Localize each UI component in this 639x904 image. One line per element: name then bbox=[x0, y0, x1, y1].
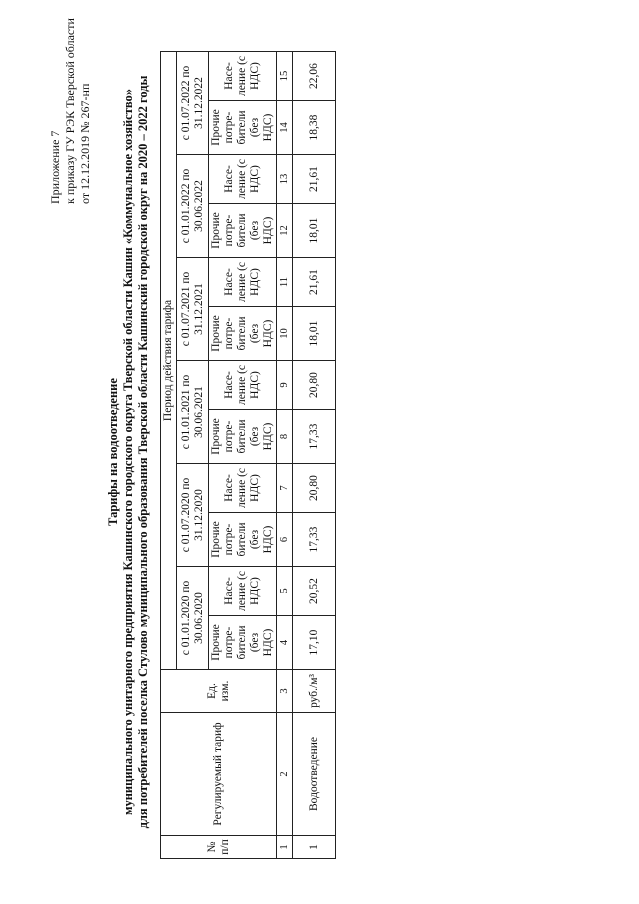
tariff-table bbox=[160, 51, 336, 859]
row-tariff-name: Водоотведение bbox=[293, 713, 336, 836]
column-number: 13 bbox=[277, 155, 293, 204]
header-period-range: с 01.01.2021 по 30.06.2021 bbox=[177, 361, 209, 464]
header-unit: Ед. изм. bbox=[161, 670, 277, 713]
table-row bbox=[293, 52, 336, 859]
header-other-consumers: Прочие потре-бители (без НДС) bbox=[209, 616, 277, 670]
column-number: 3 bbox=[277, 670, 293, 713]
tariff-value: 17,33 bbox=[293, 513, 336, 567]
header-tariff-name: Регулируемый тариф bbox=[161, 713, 277, 836]
row-no: 1 bbox=[293, 836, 336, 859]
tariff-value: 18,38 bbox=[293, 101, 336, 155]
header-population: Насе-ление (с НДС) bbox=[209, 52, 277, 101]
column-number: 5 bbox=[277, 567, 293, 616]
tariff-value: 20,52 bbox=[293, 567, 336, 616]
column-number: 11 bbox=[277, 258, 293, 307]
title-line: для потребителей поселка Стулово муниципального образования Тверской области Кашинский городской округ на 2020 – 2022 годы bbox=[136, 75, 150, 829]
appendix-line: к приказу ГУ РЭК Тверской области bbox=[63, 18, 77, 204]
tariff-value: 18,01 bbox=[293, 204, 336, 258]
header-no: № п/п bbox=[161, 836, 277, 859]
header-period-range: с 01.07.2021 по 31.12.2021 bbox=[177, 258, 209, 361]
header-period-range: с 01.01.2020 по 30.06.2020 bbox=[177, 567, 209, 670]
appendix-note bbox=[48, 4, 93, 204]
title-line: муниципального унитарного предприятия Кашинского городского округа Тверской области Кашин «Коммунальное хозяйство» bbox=[121, 88, 135, 816]
tariff-value: 20,80 bbox=[293, 464, 336, 513]
document-title bbox=[106, 40, 151, 864]
header-population: Насе-ление (с НДС) bbox=[209, 155, 277, 204]
tariff-value: 18,01 bbox=[293, 307, 336, 361]
header-other-consumers: Прочие потре-бители (без НДС) bbox=[209, 307, 277, 361]
row-unit: руб./м³ bbox=[293, 670, 336, 713]
appendix-line: Приложение 7 bbox=[48, 130, 62, 204]
header-period-range: с 01.07.2020 по 31.12.2020 bbox=[177, 464, 209, 567]
header-population: Насе-ление (с НДС) bbox=[209, 567, 277, 616]
tariff-value: 20,80 bbox=[293, 361, 336, 410]
header-other-consumers: Прочие потре-бители (без НДС) bbox=[209, 513, 277, 567]
column-number: 12 bbox=[277, 204, 293, 258]
tariff-value: 22,06 bbox=[293, 52, 336, 101]
header-period: Период действия тарифа bbox=[161, 52, 177, 670]
header-other-consumers: Прочие потре-бители (без НДС) bbox=[209, 410, 277, 464]
tariff-value: 17,33 bbox=[293, 410, 336, 464]
column-number: 9 bbox=[277, 361, 293, 410]
column-number: 10 bbox=[277, 307, 293, 361]
header-period-range: с 01.07.2022 по 31.12.2022 bbox=[177, 52, 209, 155]
header-population: Насе-ление (с НДС) bbox=[209, 464, 277, 513]
header-population: Насе-ление (с НДС) bbox=[209, 361, 277, 410]
header-other-consumers: Прочие потре-бители (без НДС) bbox=[209, 101, 277, 155]
header-population: Насе-ление (с НДС) bbox=[209, 258, 277, 307]
tariff-value: 17,10 bbox=[293, 616, 336, 670]
column-number: 15 bbox=[277, 52, 293, 101]
column-number: 6 bbox=[277, 513, 293, 567]
column-number: 4 bbox=[277, 616, 293, 670]
column-number-row bbox=[277, 52, 293, 859]
column-number: 7 bbox=[277, 464, 293, 513]
tariff-value: 21,61 bbox=[293, 155, 336, 204]
column-number: 1 bbox=[277, 836, 293, 859]
title-line: Тарифы на водоотведение bbox=[106, 378, 120, 526]
header-period-range: с 01.01.2022 по 30.06.2022 bbox=[177, 155, 209, 258]
tariff-value: 21,61 bbox=[293, 258, 336, 307]
appendix-line: от 12.12.2019 № 267-нп bbox=[78, 83, 92, 204]
column-number: 14 bbox=[277, 101, 293, 155]
column-number: 8 bbox=[277, 410, 293, 464]
column-number: 2 bbox=[277, 713, 293, 836]
header-other-consumers: Прочие потре-бители (без НДС) bbox=[209, 204, 277, 258]
